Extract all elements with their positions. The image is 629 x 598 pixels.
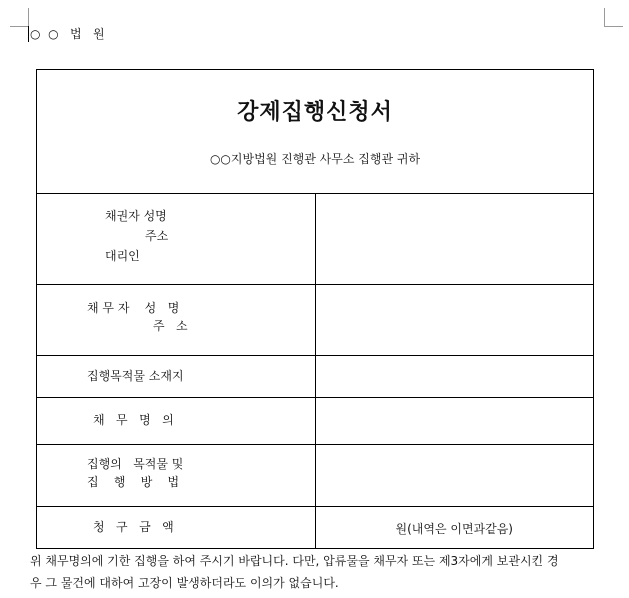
location-label: 집행목적물 소재지 [87,369,184,383]
method-label-line1: 집행의 목적물 및 [87,457,184,471]
document-title: 강제집행신청서 [237,100,393,125]
amount-value: 원(내역은 이면과같음) [395,522,513,536]
enforcement-application-form [36,69,594,549]
creditor-name-label: 채권자 성명 [105,209,167,223]
amount-value-cell[interactable] [315,507,594,549]
text-cursor [28,26,29,42]
debtor-label-cell [37,285,316,356]
method-label-line2: 집 행 방 법 [87,475,180,489]
footer-line-2: 우 그 물건에 대하여 고장이 발생하더라도 이의가 없습니다. [30,576,339,590]
amount-label-cell [37,507,316,549]
location-value-cell[interactable] [315,356,594,398]
debt-title-label-cell [37,398,316,445]
debt-title-label: 채 무 명 의 [93,413,174,427]
title-cell[interactable] [37,70,594,194]
amount-label: 청 구 금 액 [93,520,174,534]
creditor-value-cell[interactable] [315,194,594,285]
footer-line-1: 위 채무명의에 기한 집행을 하여 주시기 바랍니다. 다만, 압류물을 채무자 또는 제3자에게 보관시킨 경 [30,554,559,568]
debtor-address-label: 주 소 [153,319,188,333]
court-header[interactable]: ○ ○ 법 원 [30,27,105,41]
debtor-name-label: 채 무 자 성 명 [87,301,180,315]
crop-mark-top-right [604,8,623,27]
footer-statement[interactable] [30,550,610,594]
debt-title-value-cell[interactable] [315,398,594,445]
creditor-label-cell [37,194,316,285]
debtor-value-cell[interactable] [315,285,594,356]
crop-mark-top-left [10,8,29,27]
method-label-cell [37,445,316,507]
method-value-cell[interactable] [315,445,594,507]
location-label-cell [37,356,316,398]
creditor-address-label: 주소 [145,229,169,243]
addressee-line: ○○지방법원 진행관 사무소 집행관 귀하 [209,152,421,166]
creditor-agent-label: 대리인 [105,249,140,263]
